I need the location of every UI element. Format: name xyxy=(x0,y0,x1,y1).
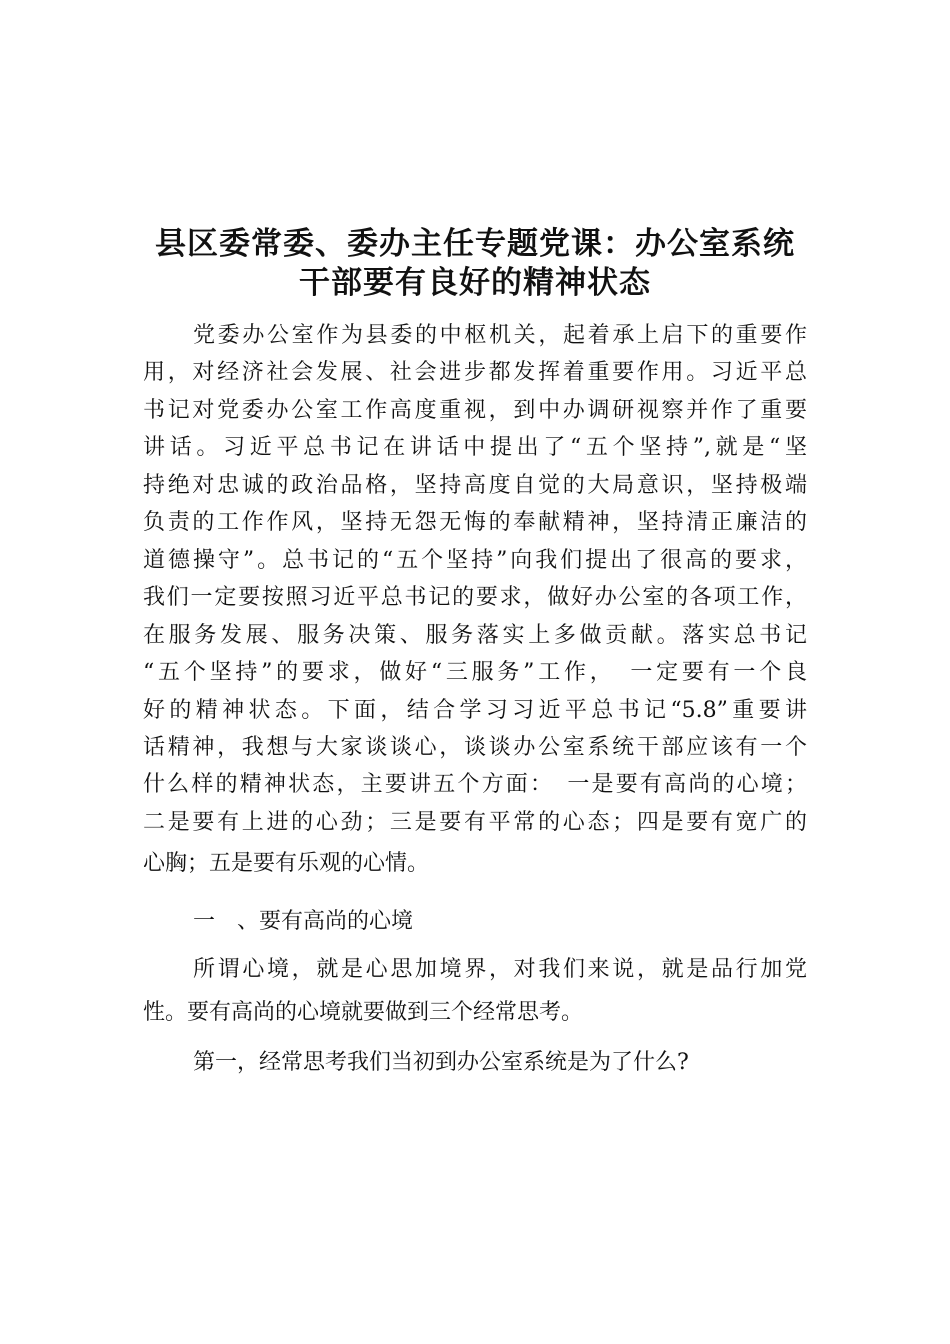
paragraph-line: 用，对经济社会发展、社会进步都发挥着重要作用。习近平总 xyxy=(143,360,807,385)
document-title-line-1: 县区委常委、委办主任专题党课：办公室系统 xyxy=(155,226,795,262)
document-title-line-2: 干部要有良好的精神状态 xyxy=(299,265,651,301)
paragraph-line: “五个坚持”的要求，做好“三服务”工作， 一定要有一个良 xyxy=(143,660,807,685)
paragraph-line: 性。要有高尚的心境就要做到三个经常思考。 xyxy=(143,1000,584,1025)
paragraph-line: 道德操守”。总书记的“五个坚持”向我们提出了很高的要求， xyxy=(143,548,807,573)
paragraph-line: 话精神，我想与大家谈谈心，谈谈办公室系统干部应该有一个 xyxy=(143,735,807,760)
section-heading: 一 、要有高尚的心境 xyxy=(193,909,414,934)
paragraph-line: 第一，经常思考我们当初到办公室系统是为了什么? xyxy=(193,1050,689,1075)
paragraph-line: 什么样的精神状态，主要讲五个方面： 一是要有高尚的心境； xyxy=(143,772,807,797)
paragraph-line: 二是要有上进的心劲；三是要有平常的心态；四是要有宽广的 xyxy=(143,810,807,835)
paragraph-line: 心胸；五是要有乐观的心情。 xyxy=(143,851,430,876)
paragraph-line: 在服务发展、服务决策、服务落实上多做贡献。落实总书记 xyxy=(143,623,807,648)
paragraph-line: 书记对党委办公室工作高度重视，到中办调研视察并作了重要 xyxy=(143,398,807,423)
paragraph-line: 持绝对忠诚的政治品格，坚持高度自觉的大局意识，坚持极端 xyxy=(143,473,807,498)
paragraph-line: 所谓心境，就是心思加境界，对我们来说，就是品行加党 xyxy=(193,957,807,982)
paragraph-line: 党委办公室作为县委的中枢机关，起着承上启下的重要作 xyxy=(193,323,807,348)
paragraph-line: 负责的工作作风，坚持无怨无悔的奉献精神，坚持清正廉洁的 xyxy=(143,510,807,535)
paragraph-line: 好的精神状态。下面，结合学习习近平总书记“5.8”重要讲 xyxy=(143,698,807,723)
paragraph-line: 我们一定要按照习近平总书记的要求，做好办公室的各项工作， xyxy=(143,585,807,610)
paragraph-line: 讲话。习近平总书记在讲话中提出了“五个坚持”,就是“坚 xyxy=(143,435,807,460)
